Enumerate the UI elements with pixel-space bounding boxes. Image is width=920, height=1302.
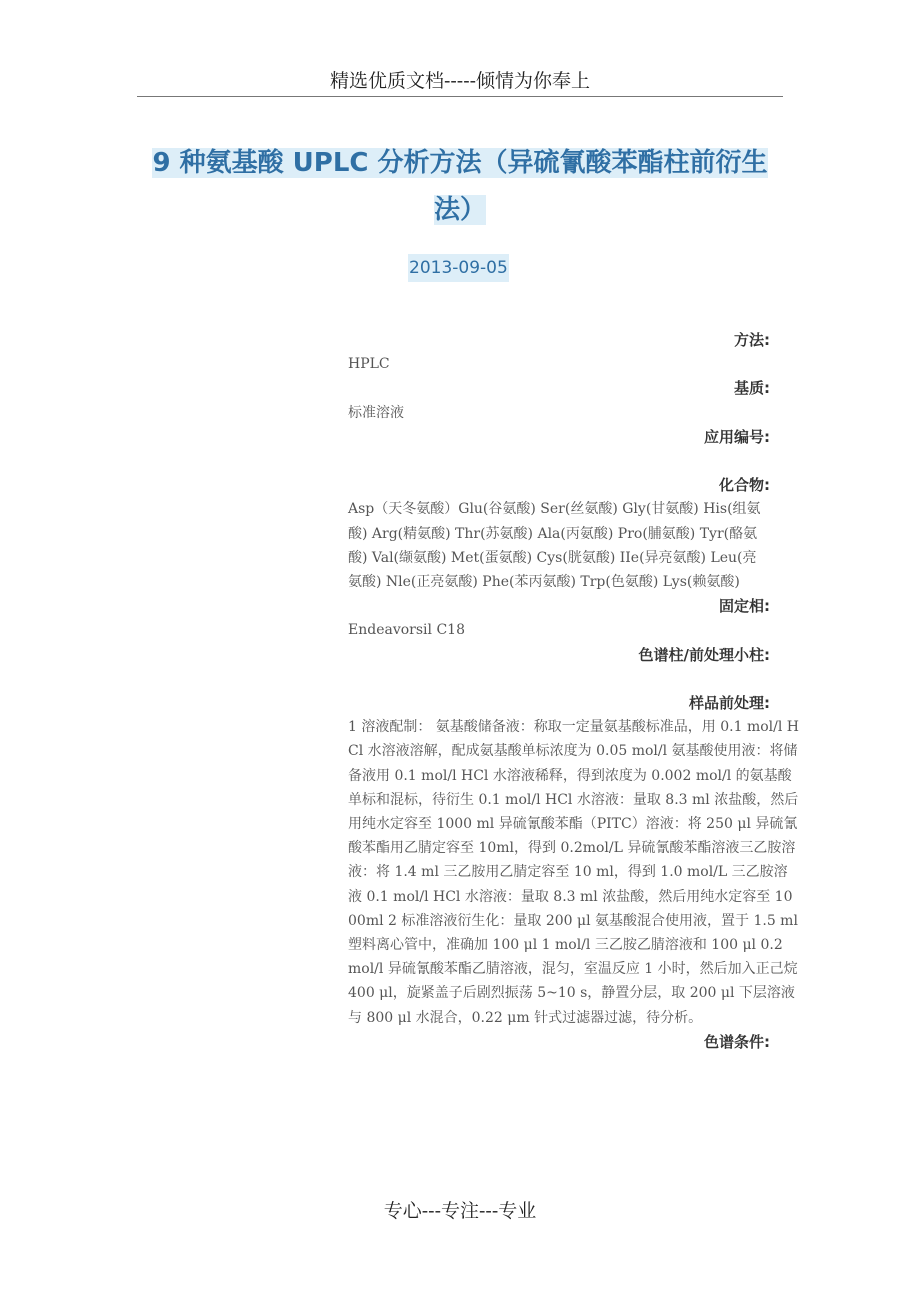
header-rule <box>137 96 783 97</box>
compound-label: 化合物: <box>719 476 770 495</box>
sample-prep-label: 样品前处理: <box>689 694 770 713</box>
title-line-2: 法） <box>433 195 486 225</box>
application-number-value <box>348 449 770 473</box>
stationary-phase-value: Endeavorsil C18 <box>348 622 465 639</box>
method-details <box>348 328 800 1054</box>
column-value <box>348 667 770 691</box>
publish-date: 2013-09-05 <box>408 254 509 282</box>
page-footer: 专心---专注---专业 <box>383 1200 537 1222</box>
chromatography-conditions-label: 色谱条件: <box>704 1032 770 1051</box>
matrix-value: 标准溶液 <box>348 404 404 421</box>
title-line-1: 9 种氨基酸 UPLC 分析方法（异硫氰酸苯酯柱前衍生 <box>152 148 768 178</box>
matrix-label: 基质: <box>734 379 770 398</box>
compound-value: Asp（天冬氨酸）Glu(谷氨酸) Ser(丝氨酸) Gly(甘氨酸) His(组氨酸) Arg(精氨酸) Thr(苏氨酸) Ala(丙氨酸) Pro(脯氨酸) Tyr(酪氨酸) Val(缬氨酸) Met(蛋氨酸) Cys(胱氨酸) IIe(异亮氨酸) Leu(亮氨酸) Nle(正亮氨酸) Phe(苯丙氨酸) Trp(色氨酸) Lys(赖氨酸) <box>348 501 761 591</box>
page-header: 精选优质文档-----倾情为你奉上 <box>329 70 591 92</box>
method-value: HPLC <box>348 356 390 373</box>
application-number-label: 应用编号: <box>704 427 770 446</box>
column-label: 色谱柱/前处理小柱: <box>638 645 770 664</box>
document-title <box>137 140 783 234</box>
sample-prep-value: 1 溶液配制： 氨基酸储备液：称取一定量氨基酸标准品，用 0.1 mol/l HCl 水溶液溶解，配成氨基酸单标浓度为 0.05 mol/l 氨基酸使用液：将储备液用 0.1 mol/l HCl 水溶液稀释，得到浓度为 0.002 mol/l 的氨基酸单标和混标，待衍生 0.1 mol/l HCl 水溶液：量取 8.3 ml 浓盐酸，然后用纯水定容至 1000 ml 异硫氰酸苯酯（PITC）溶液：将 250 μl 异硫氰酸苯酯用乙腈定容至 10ml，得到 0.2mol/L 异硫氰酸苯酯溶液三乙胺溶液：将 1.4 ml 三乙胺用乙腈定容至 10 ml，得到 1.0 mol/L 三乙胺溶液 0.1 mol/l HCl 水溶液：量取 8.3 ml 浓盐酸，然后用纯水定容至 1000ml 2 标准溶液衍生化：量取 200 μl 氨基酸混合使用液，置于 1.5 ml 塑料离心管中，准确加 100 μl 1 mol/l 三乙胺乙腈溶液和 100 μl 0.2 mol/l 异硫氰酸苯酯乙腈溶液，混匀，室温反应 1 小时，然后加入正己烷 400 μl，旋紧盖子后剧烈振荡 5~10 s，静置分层，取 200 μl 下层溶液与 800 μl 水混合，0.22 μm 针式过滤器过滤，待分析。 <box>348 719 800 1026</box>
method-label: 方法: <box>734 331 770 349</box>
stationary-phase-label: 固定相: <box>719 597 770 616</box>
